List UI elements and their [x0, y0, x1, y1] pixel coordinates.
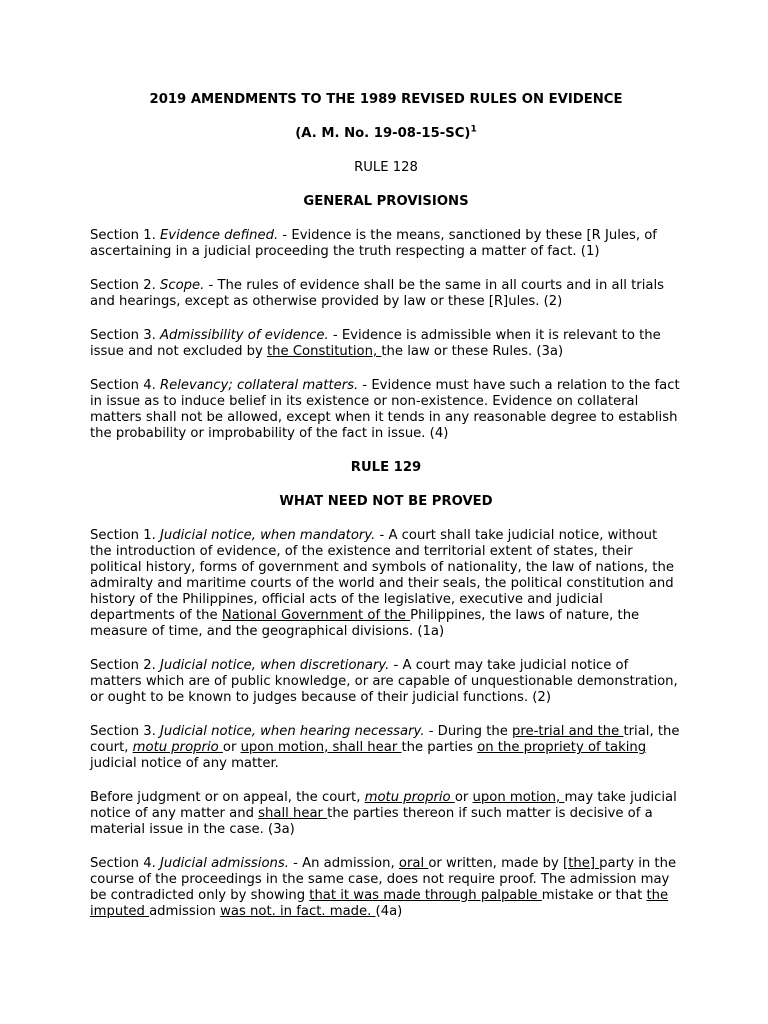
footnote-marker: 1 [470, 124, 477, 135]
rule-128-section-2: Section 2. Scope. - The rules of evidence shall be the same in all courts and in all trials and hearings, except as otherwise provided by law or these [R]ules. (2) [90, 278, 664, 309]
rule-129-section-4: Section 4. Judicial admissions. - An admission, oral or written, made by [the] party in the course of the proceedings in the same case, does not require proof. The admission may be contradicted only by showing that it was made through palpable mistake or that the imputed admission was not. in fact. made. (4a) [90, 856, 677, 919]
rule-129-section-2: Section 2. Judicial notice, when discretionary. - A court may take judicial notice of matters which are of public knowledge, or are capable of unquestionable demonstration, or ought to be known to judges because of their judicial functions. (2) [90, 658, 678, 705]
rule-128-heading: GENERAL PROVISIONS [303, 194, 469, 209]
rule-129-label: RULE 129 [350, 460, 422, 475]
document-title: 2019 AMENDMENTS TO THE 1989 REVISED RULES ON EVIDENCE [149, 92, 623, 107]
rule-129-section-3: Section 3. Judicial notice, when hearing necessary. - During the pre-trial and the trial, the court, motu proprio or upon motion, shall hear the parties on the propriety of taking judicial notice of any matter. [90, 724, 680, 771]
rule-128-section-4: Section 4. Relevancy; collateral matters. - Evidence must have such a relation to the fact in issue as to induce belief in its existence or non-existence. Evidence on collateral matters shall not be allowed, except when it tends in any reasonable degree to establish the probability or improbability of the fact in issue. (4) [90, 378, 680, 441]
rule-128-section-3: Section 3. Admissibility of evidence. - Evidence is admissible when it is relevant to the issue and not excluded by the Constitution, the law or these Rules. (3a) [90, 328, 661, 359]
rule-129-heading: WHAT NEED NOT BE PROVED [279, 494, 493, 509]
rule-128-section-1: Section 1. Evidence defined. - Evidence is the means, sanctioned by these [R Jules, of ascertaining in a judicial proceeding the truth respecting a matter of fact. (1) [90, 228, 657, 259]
rule-129-section-1: Section 1. Judicial notice, when mandatory. - A court shall take judicial notice, without the introduction of evidence, of the existence and territorial extent of states, their political history, forms of government and symbols of nationality, the law of nations, the admiralty and maritime courts of the world and their seals, the political constitution and history of the Philippines, official acts of the legislative, executive and judicial departments of the National Government of the Philippines, the laws of nature, the measure of time, and the geographical divisions. (1a) [90, 528, 674, 639]
rule-128-label: RULE 128 [354, 160, 418, 175]
am-number: (A. M. No. 19-08-15-SC)$^1$ [295, 124, 477, 141]
rule-129-section-3-paragraph-2: Before judgment or on appeal, the court, motu proprio or upon motion, may take judicial notice of any matter and shall hear the parties thereon if such matter is decisive of a material issue in the case. (3a) [90, 790, 677, 837]
